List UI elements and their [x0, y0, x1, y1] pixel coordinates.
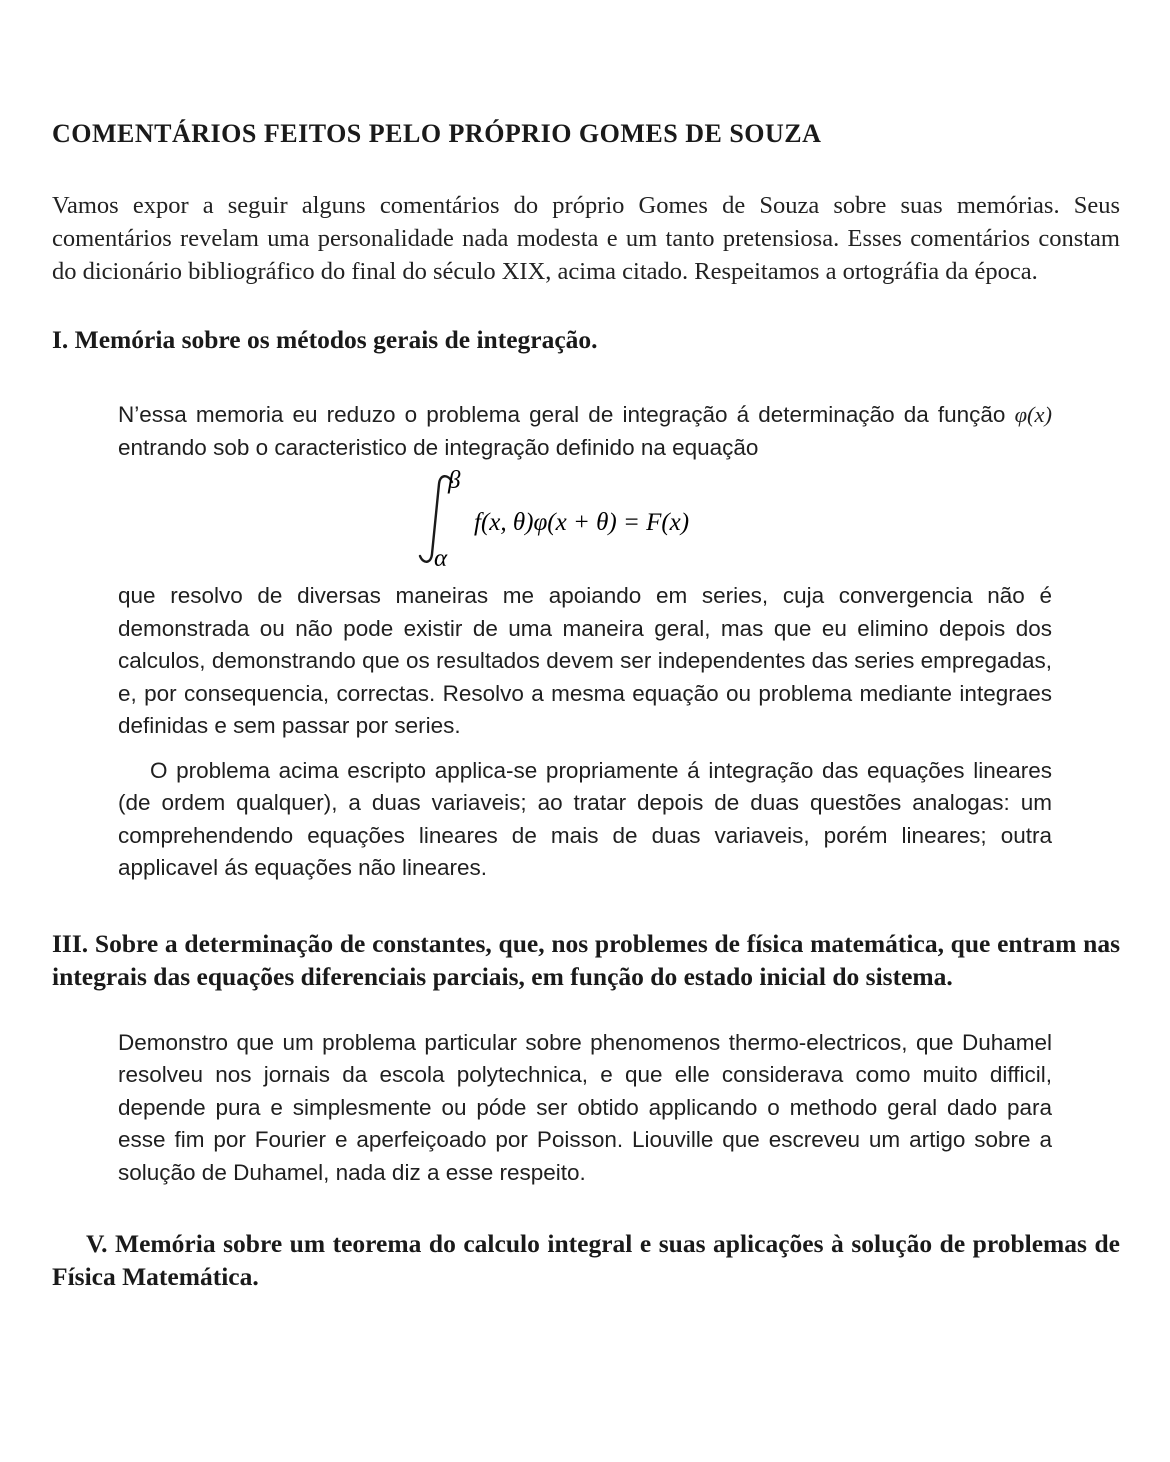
- section-i-paragraph-2: que resolvo de diversas maneiras me apoiando em series, cuja convergencia não é demonstrada ou não pode existir de uma maneira geral, mas que eu elimino depois dos calculos, demonstrando que os resultados devem ser independentes das series empregadas, e, por consequencia, correctas. Resolvo a mesma equação ou problema mediante integraes definidas e sem passar por series.: [118, 583, 1052, 738]
- section-i-paragraph-1-text-a: N’essa memoria eu reduzo o problema geral de integração á determinação da função: [118, 402, 1006, 427]
- phi-of-x: φ(x): [1014, 402, 1052, 427]
- page-title: COMENTÁRIOS FEITOS PELO PRÓPRIO GOMES DE SOUZA: [52, 119, 822, 148]
- section-heading-iii: III. Sobre a determinação de constantes, que, nos problemes de física matemática, que entram nas integrais das equações diferenciais parciais, em função do estado inicial do sistema.: [52, 928, 1120, 991]
- integral-body: f(x, θ)φ(x + θ) = F(x): [474, 509, 690, 536]
- section-i-paragraph-1: [118, 399, 1052, 464]
- section-i-paragraph-3: O problema acima escripto applica-se propriamente á integração das equações lineares (de ordem qualquer), a duas variaveis; ao tratar depois de duas questões analogas: um comprehendendo equações lineares de mais de duas variaveis, porém lineares; outra applicavel ás equações não lineares.: [118, 757, 1052, 880]
- document-page: [52, 112, 1120, 1293]
- section-i-paragraph-1-text-b: entrando sob o caracteristico de integração definido na equação: [118, 434, 759, 460]
- section-iii-paragraph-1: Demonstro que um problema particular sobre phenomenos thermo-electricos, que Duhamel resolveu nos jornais da escola polytechnica, e que elle considerava como muito difficil, depende pura e simplesmente ou póde ser obtido applicando o methodo geral dado para esse fim por Fourier e aperfeiçoado por Poisson. Liouville que escreveu um artigo sobre a solução de Duhamel, nada diz a esse respeito.: [118, 1029, 1052, 1185]
- section-heading-i: I. Memória sobre os métodos gerais de integração.: [52, 325, 598, 354]
- integral-lower-limit: α: [434, 545, 448, 570]
- section-i-quote: [118, 399, 1052, 885]
- section-heading-v: V. Memória sobre um teorema do calculo integral e suas aplicações à solução de problemas de Física Matemática.: [52, 1229, 1120, 1291]
- section-iii-quote: [118, 1027, 1052, 1190]
- integral-equation-svg: [418, 470, 778, 570]
- integral-equation: [118, 470, 1052, 580]
- integral-upper-limit: β: [448, 470, 461, 494]
- intro-paragraph: Vamos expor a seguir alguns comentários do próprio Gomes de Souza sobre suas memórias. Seus comentários revelam uma personalidade nada modesta e um tanto pretensiosa. Esses comentários constam do dicionário bibliográfico do final do século XIX, acima citado. Respeitamos a ortográfia da época.: [52, 192, 1120, 285]
